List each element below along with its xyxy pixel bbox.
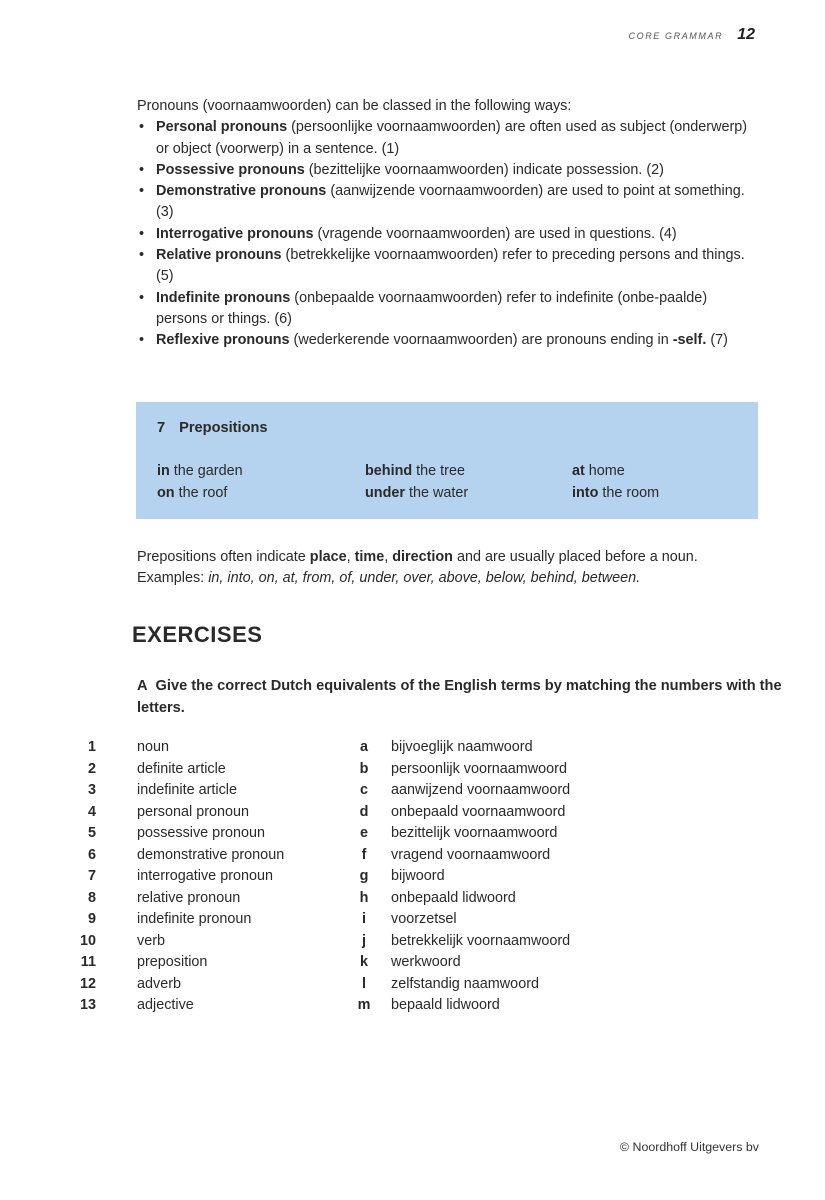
preposition-object: home (584, 463, 625, 479)
item-number: 13 (79, 997, 96, 1013)
preposition: under (365, 484, 405, 501)
list-item (137, 330, 752, 351)
note-keyword-time: time (354, 549, 385, 565)
page-header (629, 26, 756, 44)
dutch-term: persoonlijk voornaamwoord (391, 760, 567, 777)
item-letter: h (359, 889, 369, 906)
running-header-section: CORE GRAMMAR (628, 31, 724, 41)
prepositions-note (137, 547, 757, 590)
dutch-term: bepaald lidwoord (391, 997, 500, 1013)
item-letter: d (359, 803, 369, 820)
english-term: indefinite article (137, 782, 237, 798)
preposition-example (365, 483, 468, 505)
pronoun-description: (bezittelijke voornaamwoorden) indicate possession. (2) (304, 161, 664, 178)
preposition-object: the roof (174, 484, 228, 501)
table-row (0, 737, 825, 759)
table-row (0, 802, 825, 824)
item-number: 7 (87, 868, 96, 884)
exercise-letter: A (137, 678, 148, 694)
item-number: 11 (80, 954, 96, 970)
pronoun-term: Indefinite pronouns (156, 289, 291, 306)
table-row (0, 759, 825, 781)
english-term: indefinite pronoun (137, 911, 252, 927)
english-term: adjective (137, 997, 194, 1013)
prepositions-column (572, 461, 659, 504)
list-item (137, 160, 752, 181)
preposition: behind (365, 463, 413, 479)
pronoun-description: (aanwijzende voornaamwoorden) are used to point at something. (3) (156, 183, 745, 221)
item-letter: a (359, 739, 368, 755)
dutch-term: bijwoord (391, 868, 445, 884)
dutch-term: betrekkelijk voornaamwoord (391, 932, 571, 949)
item-letter: j (362, 932, 366, 949)
english-term: demonstrative pronoun (137, 846, 285, 863)
table-row (0, 931, 825, 953)
list-item (137, 288, 752, 331)
english-term: personal pronoun (137, 803, 250, 820)
preposition-example (157, 461, 243, 483)
preposition-object: the garden (169, 463, 243, 479)
item-letter: l (362, 975, 366, 992)
note-text: and are usually placed before a noun. Examples: (137, 549, 698, 587)
item-letter: b (359, 760, 369, 777)
item-number: 9 (87, 911, 96, 927)
item-letter: c (359, 782, 368, 798)
list-item (137, 224, 752, 245)
box-title (157, 420, 268, 436)
list-item (137, 117, 752, 160)
preposition-example (572, 461, 659, 483)
pronoun-types-list (137, 117, 752, 351)
preposition: in (157, 463, 170, 479)
dutch-term: aanwijzend voornaamwoord (391, 782, 571, 798)
table-row (0, 845, 825, 867)
copyright-footer: © Noordhoff Uitgevers bv (619, 1140, 759, 1154)
note-keyword-place: place (309, 549, 347, 565)
item-number: 8 (87, 889, 96, 906)
dutch-term: vragend voornaamwoord (391, 846, 551, 863)
pronoun-description: (persoonlijke voornaamwoorden) are often used as subject (onderwerp) or object (voorwerp) in a sentence. (1) (156, 119, 748, 157)
note-keyword-direction: direction (392, 549, 453, 565)
item-letter: m (357, 997, 371, 1013)
page-number: 12 (737, 26, 755, 43)
item-letter: f (361, 846, 367, 863)
item-number: 4 (87, 803, 96, 820)
note-text: Prepositions often indicate (137, 549, 310, 565)
table-row (0, 780, 825, 802)
preposition-example (157, 483, 243, 505)
preposition-object: the water (404, 484, 469, 501)
english-term: relative pronoun (137, 889, 241, 906)
table-row (0, 866, 825, 888)
pronoun-term: Relative pronouns (156, 247, 282, 264)
item-number: 12 (79, 975, 96, 992)
list-item (137, 181, 752, 224)
item-number: 5 (87, 825, 96, 841)
item-number: 6 (87, 846, 96, 863)
table-row (0, 995, 825, 1017)
item-letter: i (362, 911, 366, 927)
pronoun-term: Interrogative pronouns (156, 225, 314, 242)
pronoun-suffix: -self. (672, 332, 707, 349)
pronouns-intro: Pronouns (voornaamwoorden) can be classed in the following ways: (137, 98, 572, 114)
pronoun-description: (wederkerende voornaamwoorden) are pronouns ending in (289, 332, 673, 349)
dutch-term: bezittelijk voornaamwoord (391, 825, 558, 841)
english-term: possessive pronoun (137, 825, 265, 841)
dutch-term: bijvoeglijk naamwoord (391, 739, 533, 755)
pronoun-description: (onbepaalde voornaamwoorden) refer to indefinite (onbe-paalde) persons or things. (6) (156, 289, 708, 327)
exercise-instruction (137, 676, 787, 719)
note-examples: in, into, on, at, from, of, under, over, above, below, behind, between. (208, 570, 641, 587)
dutch-term: onbepaald lidwoord (391, 889, 516, 906)
note-separator: , (346, 549, 355, 565)
preposition-object: the tree (412, 463, 465, 479)
preposition: at (572, 463, 585, 479)
preposition: into (572, 484, 599, 501)
item-letter: e (359, 825, 368, 841)
matching-exercise (0, 737, 825, 1017)
dutch-term: werkwoord (391, 954, 461, 970)
pronoun-description: (vragende voornaamwoorden) are used in questions. (4) (313, 225, 677, 242)
pronouns-section (137, 96, 752, 352)
pronoun-term: Possessive pronouns (156, 161, 305, 178)
english-term: preposition (137, 954, 208, 970)
dutch-term: zelfstandig naamwoord (391, 975, 539, 992)
exercises-heading: EXERCISES (132, 622, 263, 647)
english-term: adverb (137, 975, 182, 992)
box-number: 7 (157, 420, 166, 436)
item-number: 1 (87, 739, 96, 755)
preposition-example (365, 461, 468, 483)
english-term: noun (137, 739, 170, 755)
prepositions-box (136, 402, 758, 519)
table-row (0, 974, 825, 996)
preposition-example (572, 483, 659, 505)
pronoun-term: Demonstrative pronouns (156, 183, 327, 200)
prepositions-column (157, 461, 243, 504)
table-row (0, 952, 825, 974)
item-number: 3 (87, 782, 96, 798)
english-term: verb (137, 932, 165, 949)
item-number: 10 (79, 932, 96, 949)
dutch-term: onbepaald voornaamwoord (391, 803, 566, 820)
pronoun-description: (betrekkelijke voornaamwoorden) refer to preceding persons and things. (5) (156, 247, 745, 285)
english-term: interrogative pronoun (137, 868, 274, 884)
item-number: 2 (87, 760, 96, 777)
pronoun-description-end: (7) (706, 332, 728, 349)
english-term: definite article (137, 760, 226, 777)
preposition-object: the room (598, 484, 660, 501)
box-heading: Prepositions (179, 420, 268, 436)
pronoun-term: Personal pronouns (156, 119, 288, 136)
item-letter: k (359, 954, 368, 970)
dutch-term: voorzetsel (391, 911, 457, 927)
preposition: on (157, 484, 175, 501)
note-separator: , (384, 549, 393, 565)
list-item (137, 245, 752, 288)
table-row (0, 888, 825, 910)
table-row (0, 823, 825, 845)
item-letter: g (359, 868, 369, 884)
prepositions-column (365, 461, 468, 504)
table-row (0, 909, 825, 931)
exercise-instruction-text: Give the correct Dutch equivalents of the English terms by matching the numbers with the letters. (137, 678, 782, 716)
pronoun-term: Reflexive pronouns (156, 332, 290, 349)
